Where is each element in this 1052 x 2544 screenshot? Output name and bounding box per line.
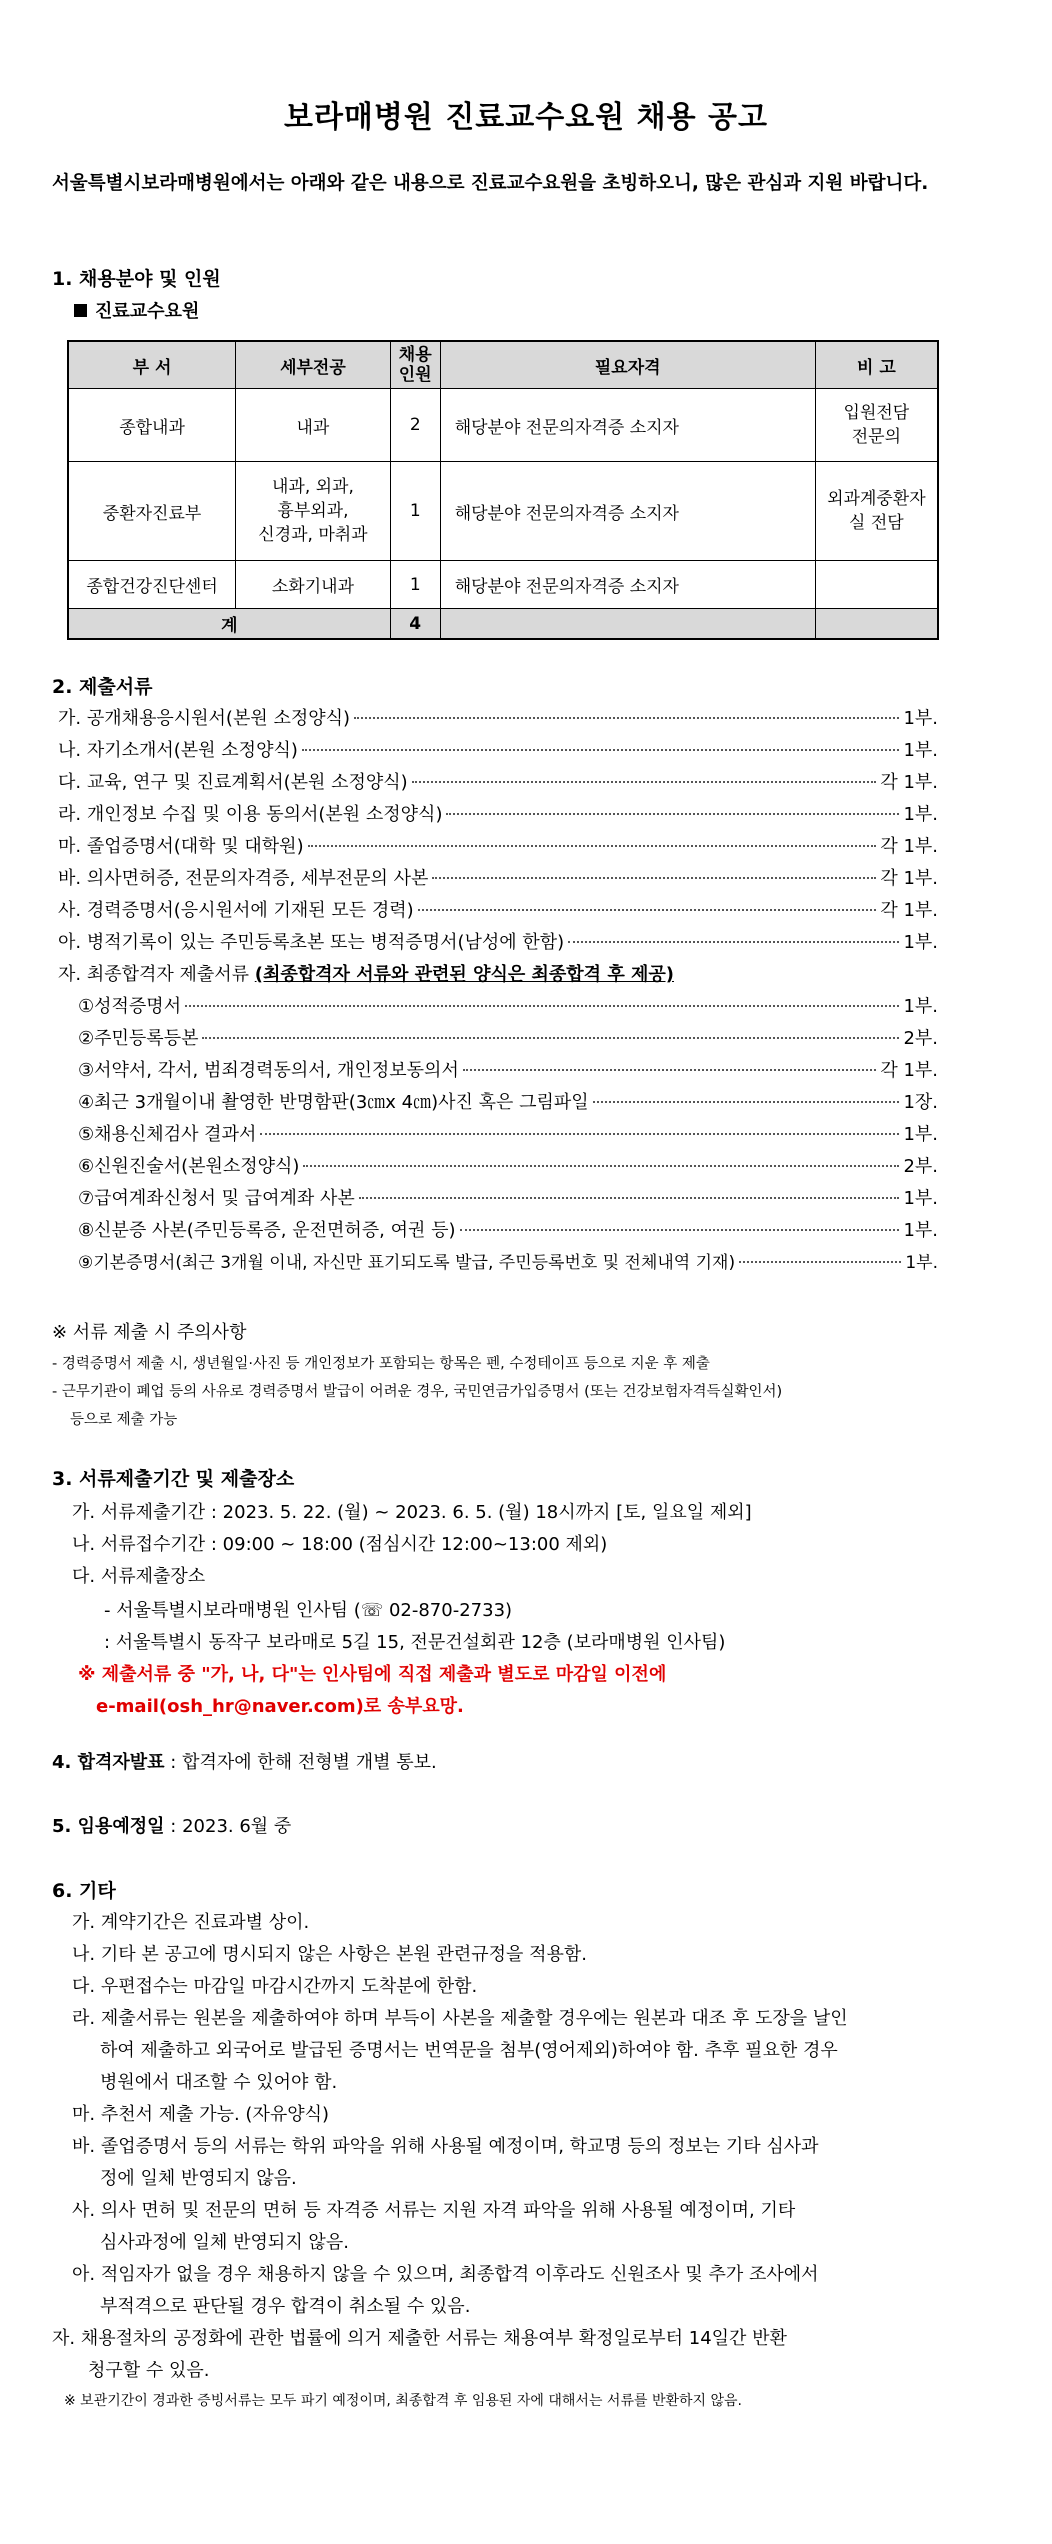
final-doc-label: ⑥신원진술서(본원소정양식)	[78, 1156, 300, 1177]
row-major-line: 신경과, 마취과	[258, 525, 368, 545]
row-qual: 해당분야 전문의자격증 소지자	[440, 462, 815, 561]
page-title: 보라매병원 진료교수요원 채용 공고	[283, 100, 769, 135]
submit-period: 가. 서류제출기간 : 2023. 5. 22. (월) ~ 2023. 6. 5. (월) 18시까지 [토, 일요일 제외]	[72, 1502, 752, 1523]
doc-item	[58, 768, 938, 794]
leader-dots	[359, 1197, 900, 1199]
row-note-line: 외과계중환자	[827, 489, 926, 509]
doc-item	[58, 800, 938, 826]
doc-item-amount: 각 1부.	[880, 836, 938, 857]
submit-place-office: - 서울특별시보라매병원 인사팀 (☏ 02-870-2733)	[104, 1600, 513, 1621]
row-note-line: 입원전담	[843, 403, 910, 423]
header-qual: 필요자격	[440, 341, 815, 389]
doc-item-label: 마. 졸업증명서(대학 및 대학원)	[58, 836, 304, 857]
final-doc-amount: 2부.	[903, 1156, 938, 1177]
leader-dots	[568, 941, 899, 943]
final-doc-label: ②주민등록등본	[78, 1028, 199, 1049]
caution-line: - 근무기관이 폐업 등의 사유로 경력증명서 발급이 어려운 경우, 국민연금가입증명서 (또는 건강보험자격득실확인서)	[52, 1384, 783, 1400]
final-doc-amount: 1부.	[905, 1253, 938, 1273]
doc-item-amount: 1부.	[903, 708, 938, 729]
subheading-label: 진료교수요원	[95, 301, 200, 322]
doc-item-amount: 1부.	[903, 932, 938, 953]
leader-dots	[418, 909, 877, 911]
misc-line: 마. 추천서 제출 가능. (자유양식)	[72, 2104, 330, 2125]
row-note	[815, 462, 938, 561]
final-doc-label: ⑦급여계좌신청서 및 급여계좌 사본	[78, 1188, 355, 1209]
doc-item-label: 아. 병적기록이 있는 주민등록초본 또는 병적증명서(남성에 한함)	[58, 932, 565, 953]
leader-dots	[593, 1101, 900, 1103]
leader-dots	[308, 845, 877, 847]
row-dept: 종합건강진단센터	[68, 561, 236, 609]
final-doc-amount: 2부.	[903, 1028, 938, 1049]
submit-place-address: : 서울특별시 동작구 보라매로 5길 15, 전문건설회관 12층 (보라매병원 인사팀)	[104, 1632, 726, 1653]
section-5-text: : 2023. 6월 중	[164, 1816, 292, 1837]
table-row	[68, 462, 938, 561]
section-1-subheading	[74, 297, 199, 323]
row-major	[236, 462, 391, 561]
total-label: 계	[68, 609, 390, 640]
misc-line: 병원에서 대조할 수 있어야 함.	[100, 2072, 338, 2093]
leader-dots	[260, 1133, 899, 1135]
leader-dots	[354, 717, 899, 719]
doc-item	[58, 832, 938, 858]
doc-item-label: 바. 의사면허증, 전문의자격증, 세부전문의 사본	[58, 868, 429, 889]
misc-line: 나. 기타 본 공고에 명시되지 않은 사항은 본원 관련규정을 적용함.	[72, 1944, 588, 1965]
doc-item-amount: 각 1부.	[880, 868, 938, 889]
section-1-heading: 1. 채용분야 및 인원	[52, 268, 221, 290]
doc-item-amount: 1부.	[903, 740, 938, 761]
final-doc-item	[78, 1056, 938, 1082]
doc-item-label: 라. 개인정보 수집 및 이용 동의서(본원 소정양식)	[58, 804, 443, 825]
doc-item-label: 가. 공개채용응시원서(본원 소정양식)	[58, 708, 351, 729]
intro-text: 서울특별시보라매병원에서는 아래와 같은 내용으로 진료교수요원을 초빙하오니, 많은 관심과 지원 바랍니다.	[52, 173, 929, 194]
final-doc-item	[78, 1024, 938, 1050]
row-count: 1	[390, 561, 440, 609]
caution-line: - 경력증명서 제출 시, 생년월일·사진 등 개인정보가 포함되는 항목은 펜, 수정테이프 등으로 지운 후 제출	[52, 1356, 710, 1372]
leader-dots	[432, 877, 876, 879]
row-count: 1	[390, 462, 440, 561]
misc-line: 사. 의사 면허 및 전문의 면허 등 자격증 서류는 지원 자격 파악을 위해 사용될 예정이며, 기타	[72, 2200, 796, 2221]
row-major-line: 내과, 외과,	[271, 477, 354, 497]
final-doc-item	[78, 1216, 938, 1242]
section-2-heading: 2. 제출서류	[52, 676, 153, 698]
leader-dots	[202, 1037, 899, 1039]
row-major-line: 흉부외과,	[277, 501, 349, 521]
final-doc-item	[78, 1088, 938, 1114]
total-empty	[440, 609, 815, 640]
header-dept: 부 서	[68, 341, 236, 389]
misc-line: 정에 일체 반영되지 않음.	[100, 2168, 297, 2189]
row-major: 내과	[236, 389, 391, 462]
row-count: 2	[390, 389, 440, 462]
misc-line: 바. 졸업증명서 등의 서류는 학위 파악을 위해 사용될 예정이며, 학교명 등의 정보는 기타 심사과	[72, 2136, 819, 2157]
final-doc-amount: 1부.	[903, 996, 938, 1017]
misc-line: 심사과정에 일체 반영되지 않음.	[100, 2232, 349, 2253]
misc-line: 부적격으로 판단될 경우 합격이 취소될 수 있음.	[100, 2296, 471, 2317]
submit-hours: 나. 서류접수기간 : 09:00 ~ 18:00 (점심시간 12:00~13:00 제외)	[72, 1534, 608, 1555]
misc-line: 하여 제출하고 외국어로 발급된 증명서는 번역문을 첨부(영어제외)하여야 함. 추후 필요한 경우	[100, 2040, 838, 2061]
row-note	[815, 561, 938, 609]
section-5-heading: 5. 임용예정일	[52, 1816, 165, 1837]
table-row	[68, 389, 938, 462]
doc-item	[58, 896, 938, 922]
final-doc-item	[78, 1120, 938, 1146]
final-doc-amount: 각 1부.	[880, 1060, 938, 1081]
final-doc-amount: 1부.	[903, 1124, 938, 1145]
final-doc-amount: 1장.	[903, 1092, 938, 1113]
header-note: 비 고	[815, 341, 938, 389]
row-qual: 해당분야 전문의자격증 소지자	[440, 389, 815, 462]
leader-dots	[302, 749, 900, 751]
row-note	[815, 389, 938, 462]
doc-item-label: 나. 자기소개서(본원 소정양식)	[58, 740, 298, 761]
misc-line: 라. 제출서류는 원본을 제출하여야 하며 부득이 사본을 제출할 경우에는 원본과 대조 후 도장을 날인	[72, 2008, 848, 2029]
square-bullet-icon	[74, 304, 87, 317]
final-docs-heading	[58, 960, 674, 986]
caution-heading: ※ 서류 제출 시 주의사항	[52, 1322, 247, 1343]
misc-line: 자. 채용절차의 공정화에 관한 법률에 의거 제출한 서류는 채용여부 확정일로부터 14일간 반환	[52, 2328, 787, 2349]
table-row	[68, 561, 938, 609]
caution-line: 등으로 제출 가능	[70, 1412, 178, 1428]
doc-item	[58, 704, 938, 730]
leader-dots	[412, 781, 877, 783]
final-doc-label: ④최근 3개월이내 촬영한 반명함판(3㎝x 4㎝)사진 혹은 그림파일	[78, 1092, 589, 1113]
leader-dots	[303, 1165, 899, 1167]
total-empty	[815, 609, 938, 640]
table-total-row	[68, 609, 938, 640]
footnote: ※ 보관기간이 경과한 증빙서류는 모두 파기 예정이며, 최종합격 후 임용된 자에 대해서는 서류를 반환하지 않음.	[64, 2393, 742, 2409]
total-count: 4	[390, 609, 440, 640]
final-docs-label: 자. 최종합격자 제출서류	[58, 964, 255, 985]
row-dept: 종합내과	[68, 389, 236, 462]
doc-item	[58, 864, 938, 890]
final-doc-label: ①성적증명서	[78, 996, 182, 1017]
doc-item-amount: 1부.	[903, 804, 938, 825]
doc-item-amount: 각 1부.	[880, 900, 938, 921]
leader-dots	[463, 1069, 876, 1071]
final-doc-item	[78, 1248, 938, 1273]
final-doc-label: ③서약서, 각서, 범죄경력동의서, 개인정보동의서	[78, 1060, 459, 1081]
misc-line: 아. 적임자가 없을 경우 채용하지 않을 수 있으며, 최종합격 이후라도 신원조사 및 추가 조사에서	[72, 2264, 819, 2285]
final-doc-label: ⑨기본증명서(최근 3개월 이내, 자신만 표기되도록 발급, 주민등록번호 및 전체내역 기재)	[78, 1253, 736, 1273]
final-doc-label: ⑧신분증 사본(주민등록증, 운전면허증, 여권 등)	[78, 1220, 456, 1241]
section-4-heading: 4. 합격자발표	[52, 1752, 165, 1773]
doc-item	[58, 928, 938, 954]
section-6-heading: 6. 기타	[52, 1880, 116, 1902]
recruit-table	[67, 340, 939, 640]
leader-dots	[185, 1005, 899, 1007]
misc-line: 다. 우편접수는 마감일 마감시간까지 도착분에 한함.	[72, 1976, 478, 1997]
final-docs-note: (최종합격자 서류와 관련된 양식은 최종합격 후 제공)	[254, 964, 674, 985]
section-4-text: : 합격자에 한해 전형별 개별 통보.	[164, 1752, 437, 1773]
row-dept: 중환자진료부	[68, 462, 236, 561]
final-doc-item	[78, 992, 938, 1018]
doc-item	[58, 736, 938, 762]
final-doc-item	[78, 1184, 938, 1210]
leader-dots	[739, 1261, 901, 1263]
section-5	[52, 1812, 291, 1838]
header-count: 채용 인원	[390, 341, 440, 389]
header-major: 세부전공	[236, 341, 391, 389]
row-qual: 해당분야 전문의자격증 소지자	[440, 561, 815, 609]
section-4	[52, 1748, 437, 1774]
final-doc-label: ⑤채용신체검사 결과서	[78, 1124, 257, 1145]
row-major: 소화기내과	[236, 561, 391, 609]
leader-dots	[446, 813, 899, 815]
final-doc-amount: 1부.	[903, 1188, 938, 1209]
final-doc-amount: 1부.	[903, 1220, 938, 1241]
table-header-row	[68, 341, 938, 389]
doc-item-label: 다. 교육, 연구 및 진료계획서(본원 소정양식)	[58, 772, 408, 793]
submit-place-label: 다. 서류제출장소	[72, 1566, 206, 1587]
email-notice-address: e-mail(osh_hr@naver.com)로 송부요망.	[96, 1696, 464, 1717]
leader-dots	[460, 1229, 900, 1231]
section-3-heading: 3. 서류제출기간 및 제출장소	[52, 1468, 295, 1490]
row-note-line: 전문의	[851, 427, 902, 447]
final-doc-item	[78, 1152, 938, 1178]
email-notice-line: ※ 제출서류 중 "가, 나, 다"는 인사팀에 직접 제출과 별도로 마감일 이전에	[78, 1664, 667, 1685]
misc-line: 청구할 수 있음.	[88, 2360, 210, 2381]
doc-item-label: 사. 경력증명서(응시원서에 기재된 모든 경력)	[58, 900, 414, 921]
misc-line: 가. 계약기간은 진료과별 상이.	[72, 1912, 310, 1933]
row-note-line: 실 전담	[849, 513, 904, 533]
doc-item-amount: 각 1부.	[880, 772, 938, 793]
